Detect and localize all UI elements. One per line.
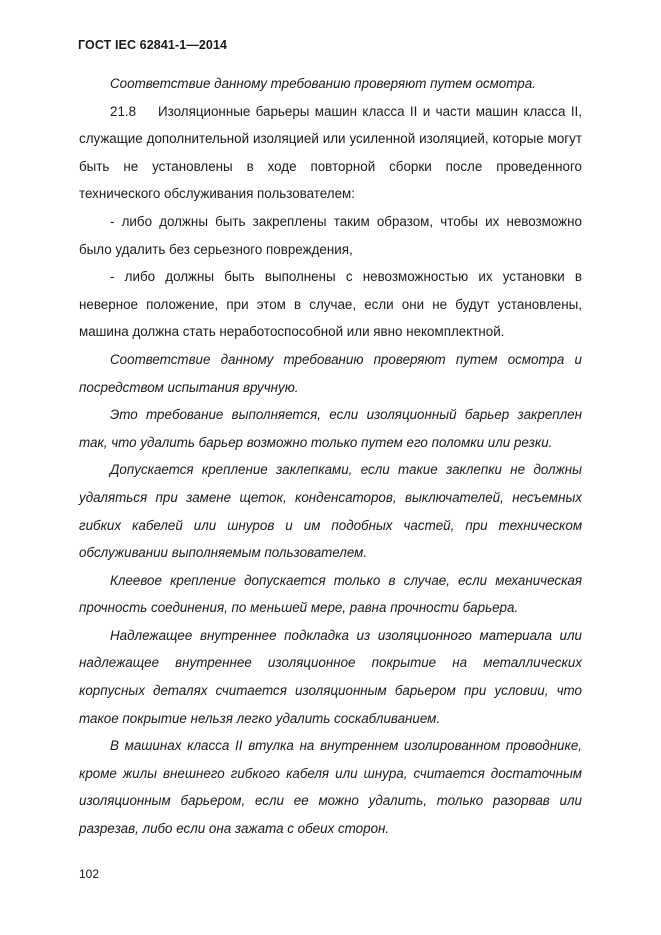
paragraph-adhesive: Клеевое крепление допускается только в случае, если механическая прочность соединения, по меньшей мере, равна прочности барьера.	[79, 572, 582, 616]
paragraph-requirement-met: Это требование выполняется, если изоляционный барьер закреплен так, что удалить барьер возможно только путем его поломки или резки.	[79, 407, 582, 450]
paragraph-compliance-inspection: Соответствие данному требованию проверяют путем осмотра.	[110, 76, 536, 91]
document-body	[79, 70, 582, 843]
clause-text: Изоляционные барьеры машин класса II и части машин класса II, служащие дополнительной изоляцией или усиленной изоляцией, которые могут быть не установлены в ходе повторной сборки после проведенного технического обслуживания пользователем:	[79, 103, 582, 202]
paragraph-lining: Надлежащее внутреннее подкладка из изоляционного материала или надлежащее внутреннее изоляционное покрытие на металлических корпусных деталях считается изоляционным барьером при условии, что такое покрытие нельзя легко удалить соскабливанием.	[79, 627, 582, 726]
paragraph-sleeve: В машинах класса II втулка на внутреннем изолированном проводнике, кроме жилы внешнего гибкого кабеля или шнура, считается достаточным изоляционным барьером, если ее можно удалить, только разорвав или разрезав, либо если она зажата с обеих сторон.	[79, 738, 582, 837]
list-item-misplacement: - либо должны быть выполнены с невозможностью их установки в неверное положение, при этом в случае, если они не будут установлены, машина должна стать неработоспособной или явно некомплектной.	[79, 269, 582, 340]
paragraph-rivets: Допускается крепление заклепками, если такие заклепки не должны удаляться при замене щеток, конденсаторов, выключателей, несъемных гибких кабелей или шнуров и им подобных частей, при техническом обслуживании выполняемым пользователем.	[79, 462, 582, 561]
list-item-fixed: - либо должны быть закреплены таким образом, чтобы их невозможно было удалить без серьезного повреждения,	[79, 213, 582, 257]
clause-number: 21.8	[110, 103, 137, 119]
paragraph-clause-21-8	[79, 98, 582, 208]
document-header: ГОСТ IEC 62841-1—2014	[78, 38, 228, 52]
page-number: 102	[79, 867, 100, 881]
paragraph-compliance-manual-test: Соответствие данному требованию проверяют путем осмотра и посредством испытания вручную.	[79, 351, 582, 395]
